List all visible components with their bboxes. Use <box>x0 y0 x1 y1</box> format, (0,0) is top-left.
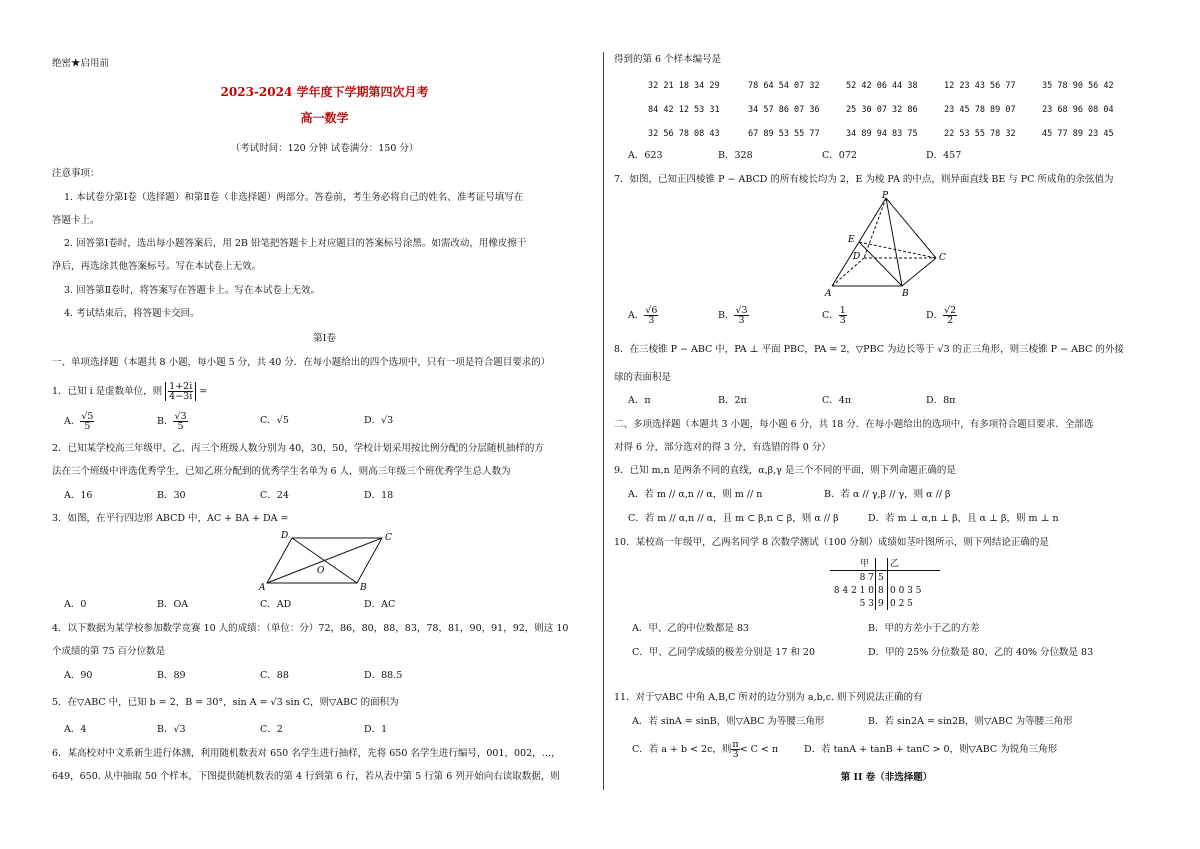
note-1b: 答题卡上。 <box>52 215 100 226</box>
random-number-cell: 45 77 89 23 45 <box>1042 129 1114 139</box>
label-o: O <box>317 566 325 576</box>
pyramid-figure <box>820 190 950 302</box>
q2-option-b[interactable]: B．30 <box>157 490 186 501</box>
q9-option-a[interactable]: A．若 m // α,n // α，则 m // n <box>628 489 763 500</box>
q6-stem-b: 649，650. 从中抽取 50 个样本，下图提供随机数表的第 4 行到第 6 行，若从表中第 5 行第 6 列开始向右读取数据，则 <box>52 771 560 782</box>
q6-option-d[interactable]: D．457 <box>926 150 962 161</box>
q2-option-c[interactable]: C．24 <box>260 490 289 501</box>
random-number-cell: 67 89 53 55 77 <box>748 129 820 139</box>
q4-option-b[interactable]: B．89 <box>157 670 186 681</box>
note-1a: 1. 本试卷分第Ⅰ卷（选择题）和第Ⅱ卷（非选择题）两部分。答卷前，考生务必将自己的姓名、准考证号填写在 <box>64 192 524 203</box>
q6-option-b[interactable]: B．328 <box>718 150 753 161</box>
random-number-cell: 32 56 78 08 43 <box>648 129 720 139</box>
stem-leaf-r2-stem: 8 <box>878 586 884 596</box>
q3-option-a[interactable]: A．0 <box>64 599 87 610</box>
stem-leaf-right-rule <box>887 558 888 610</box>
section-1-heading: 一、单项选择题（本题共 8 小题，每小题 5 分，共 40 分．在每小题给出的四个选项中，只有一项是符合题目要求的） <box>52 357 551 368</box>
random-number-cell: 32 21 18 34 29 <box>648 81 720 91</box>
q1-option-d[interactable]: D．√3 <box>364 415 394 426</box>
q6-stem-a: 6．某高校对中文系新生进行体测，利用随机数表对 650 名学生进行抽样，先将 650 名学生进行编号，001，002，…， <box>52 748 561 759</box>
q4-stem-b: 个成绩的第 75 百分位数是 <box>52 646 166 657</box>
label-b: B <box>902 289 909 299</box>
exam-meta: （考试时间：120 分钟 试卷满分：150 分） <box>230 143 419 154</box>
random-number-cell: 34 57 86 07 36 <box>748 105 820 115</box>
random-number-cell: 25 30 07 32 86 <box>846 105 918 115</box>
label-e: E <box>848 235 855 245</box>
q10-option-d[interactable]: D．甲的 25% 分位数是 80、乙的 40% 分位数是 83 <box>868 647 1094 658</box>
note-2a: 2. 回答第Ⅰ卷时，选出每小题答案后，用 2B 铅笔把答题卡上对应题目的答案标号涂黑。如需改动，用橡皮擦干 <box>64 238 527 249</box>
edge-ad <box>832 258 864 286</box>
q1-stem: 1．已知 i 是虚数单位，则 $\frac{1+2i}{4-3i}$ = <box>52 381 208 402</box>
q5-option-b[interactable]: B．√3 <box>157 724 186 735</box>
q9-option-b[interactable]: B．若 α // γ,β // γ，则 α // β <box>824 489 951 500</box>
random-number-cell: 35 78 90 56 42 <box>1042 81 1114 91</box>
random-number-cell: 34 89 94 83 75 <box>846 129 918 139</box>
q3-option-b[interactable]: B．OA <box>157 599 189 610</box>
right-column <box>614 0 1159 849</box>
q10-option-b[interactable]: B．甲的方差小于乙的方差 <box>868 623 980 634</box>
stem-leaf-r3-right: 0 2 5 <box>890 599 913 609</box>
diagonal-bd <box>292 538 357 583</box>
q8-stem-b: 球的表面积是 <box>614 372 672 383</box>
stem-leaf-plot <box>830 558 940 610</box>
label-a: A <box>825 289 832 299</box>
stem-leaf-r3-left: 5 3 <box>859 599 874 609</box>
q2-stem-b: 法在三个班级中评选优秀学生，已知乙班分配到的优秀学生名单为 6 人，则高三年级三个班优秀学生总人数为 <box>52 466 511 477</box>
part-1-heading: 第Ⅰ卷 <box>313 333 336 344</box>
q2-option-d[interactable]: D．18 <box>364 490 394 501</box>
q4-option-c[interactable]: C．88 <box>260 670 289 681</box>
stem-leaf-r2-left: 8 4 2 1 0 <box>833 586 874 596</box>
q4-stem-a: 4．以下数据为某学校参加数学竞赛 10 人的成绩：（单位：分）72，86，80，88，83，78，81，90，91，92，则这 10 <box>52 623 569 634</box>
random-number-cell: 78 64 54 07 32 <box>748 81 820 91</box>
q4-option-a[interactable]: A．90 <box>64 670 93 681</box>
random-number-cell: 23 45 78 89 07 <box>944 105 1016 115</box>
q1-option-a[interactable]: A． $\frac{√5}{5}$ <box>64 411 94 432</box>
note-2b: 净后，再选涂其他答案标号。写在本试卷上无效。 <box>52 261 262 272</box>
q2-option-a[interactable]: A．16 <box>64 490 93 501</box>
label-a: A <box>259 583 266 592</box>
q5-option-a[interactable]: A．4 <box>64 724 87 735</box>
exam-title: 2023-2024 学年度下学期第四次月考 <box>220 85 429 99</box>
random-number-cell: 23 68 96 08 04 <box>1042 105 1114 115</box>
q5-option-d[interactable]: D．1 <box>364 724 388 735</box>
q7-option-c[interactable]: C． $\frac{1}{3}$ <box>822 305 846 326</box>
label-p: P <box>882 191 889 201</box>
q7-option-b[interactable]: B． $\frac{√3}{3}$ <box>718 305 748 326</box>
q5-option-c[interactable]: C．2 <box>260 724 283 735</box>
q3-stem: 3．如图，在平行四边形 ABCD 中，AC + BA + DA = <box>52 513 289 524</box>
q10-stem: 10．某校高一年级甲，乙两名同学 8 次数学测试（100 分制）成绩如茎叶图所示，则下列结论正确的是 <box>614 537 1049 548</box>
q4-option-d[interactable]: D．88.5 <box>364 670 403 681</box>
exam-subject: 高一数学 <box>300 111 349 125</box>
random-number-cell: 22 53 55 78 32 <box>944 129 1016 139</box>
q7-option-d[interactable]: D． $\frac{√2}{2}$ <box>926 305 957 326</box>
label-c: C <box>385 533 392 543</box>
q6-option-c[interactable]: C．072 <box>822 150 857 161</box>
column-divider <box>603 52 604 790</box>
stem-leaf-header-rule <box>830 570 940 571</box>
section-2-heading-b: 对得 6 分，部分选对的得 3 分，有选错的得 0 分） <box>614 442 831 453</box>
stem-leaf-r1-left: 8 7 <box>859 573 874 583</box>
q8-option-c[interactable]: C．4π <box>822 395 852 406</box>
label-d: D <box>853 252 861 262</box>
q7-stem: 7．如图，已知正四棱锥 P − ABCD 的所有棱长均为 2，E 为棱 PA 的中点，则异面直线 BE 与 PC 所成角的余弦值为 <box>614 174 1114 185</box>
random-number-cell: 12 23 43 56 77 <box>944 81 1016 91</box>
label-d: D <box>281 531 289 541</box>
q11-option-d[interactable]: D．若 tanA + tanB + tanC > 0，则▽ABC 为锐角三角形 <box>804 744 1058 755</box>
stem-leaf-r2-right: 0 0 3 5 <box>890 586 922 596</box>
q8-stem-a: 8．在三棱锥 P − ABC 中，PA ⊥ 平面 PBC，PA = 2，▽PBC 为边长等于 √3 的正三角形，则三棱锥 P − ABC 的外接 <box>614 344 1124 355</box>
q1-option-c[interactable]: C．√5 <box>260 415 289 426</box>
label-b: B <box>360 583 367 592</box>
q9-option-d[interactable]: D．若 m ⊥ α,n ⊥ β，且 α ⊥ β，则 m ⊥ n <box>868 513 1059 524</box>
note-3: 3. 回答第Ⅱ卷时，将答案写在答题卡上。写在本试卷上无效。 <box>64 285 321 296</box>
q10-option-a[interactable]: A．甲、乙的中位数都是 83 <box>632 623 749 634</box>
q9-option-c[interactable]: C．若 m // α,n // α，且 m ⊂ β,n ⊂ β，则 α // β <box>628 513 839 524</box>
random-number-cell: 52 42 06 44 38 <box>846 81 918 91</box>
q1-absolute-value: $\frac{1+2i}{4-3i}$ <box>165 382 196 401</box>
q11-option-b[interactable]: B．若 sin2A = sin2B，则▽ABC 为等腰三角形 <box>868 716 1073 727</box>
q8-option-a[interactable]: A．π <box>628 395 651 406</box>
q6-stem-c: 得到的第 6 个样本编号是 <box>614 54 722 65</box>
q8-option-d[interactable]: D．8π <box>926 395 956 406</box>
q7-option-a[interactable]: A． $\frac{√6}{3}$ <box>628 305 658 326</box>
section-2-heading-a: 二、多项选择题（本题共 3 小题，每小题 6 分，共 18 分．在每小题给出的选项中，有多项符合题目要求．全部选 <box>614 419 1094 430</box>
q11-stem: 11．对于▽ABC 中角 A,B,C 所对的边分别为 a,b,c. 则下列说法正确的有 <box>614 692 923 703</box>
stem-leaf-r3-stem: 9 <box>878 599 884 609</box>
edge-pb <box>886 198 902 286</box>
secret-mark: 绝密★启用前 <box>52 58 110 69</box>
random-number-cell: 84 42 12 53 31 <box>648 105 720 115</box>
q10-option-c[interactable]: C．甲、乙同学成绩的极差分别是 17 和 20 <box>632 647 816 658</box>
q11-option-a[interactable]: A．若 sinA = sinB，则▽ABC 为等腰三角形 <box>632 716 825 727</box>
left-column <box>52 0 597 849</box>
q11-option-c[interactable]: C．若 a + b < 2c，则 $\frac{\pi}{3}$ < C < π <box>632 739 779 760</box>
stem-leaf-left-rule <box>875 558 876 610</box>
parallelogram-figure <box>257 528 397 592</box>
q9-stem: 9．已知 m,n 是两条不同的直线，α,β,γ 是三个不同的平面，则下列命题正确的是 <box>614 465 956 476</box>
stem-leaf-r1-stem: 5 <box>878 573 884 583</box>
q2-stem-a: 2．已知某学校高三年级甲、乙、丙三个班级人数分别为 40，30，50，学校计划采用按比例分配的分层随机抽样的方 <box>52 443 544 454</box>
note-4: 4. 考试结束后，将答题卡交回。 <box>64 308 200 319</box>
q8-option-b[interactable]: B．2π <box>718 395 747 406</box>
stem-leaf-head-right: 乙 <box>890 559 900 569</box>
q5-stem: 5．在▽ABC 中，已知 b = 2，B = 30°，sin A = √3 sin C，则▽ABC 的面积为 <box>52 697 399 708</box>
q1-option-b[interactable]: B． $\frac{√3}{5}$ <box>157 411 187 432</box>
q6-option-a[interactable]: A．623 <box>628 150 663 161</box>
part-2-heading: 第 II 卷（非选择题） <box>840 772 933 783</box>
q3-option-d[interactable]: D．AC <box>364 599 396 610</box>
notes-heading: 注意事项： <box>52 168 100 179</box>
q3-option-c[interactable]: C．AD <box>260 599 292 610</box>
stem-leaf-head-left: 甲 <box>860 559 870 569</box>
label-c: C <box>939 253 946 263</box>
edge-bc <box>902 258 936 286</box>
